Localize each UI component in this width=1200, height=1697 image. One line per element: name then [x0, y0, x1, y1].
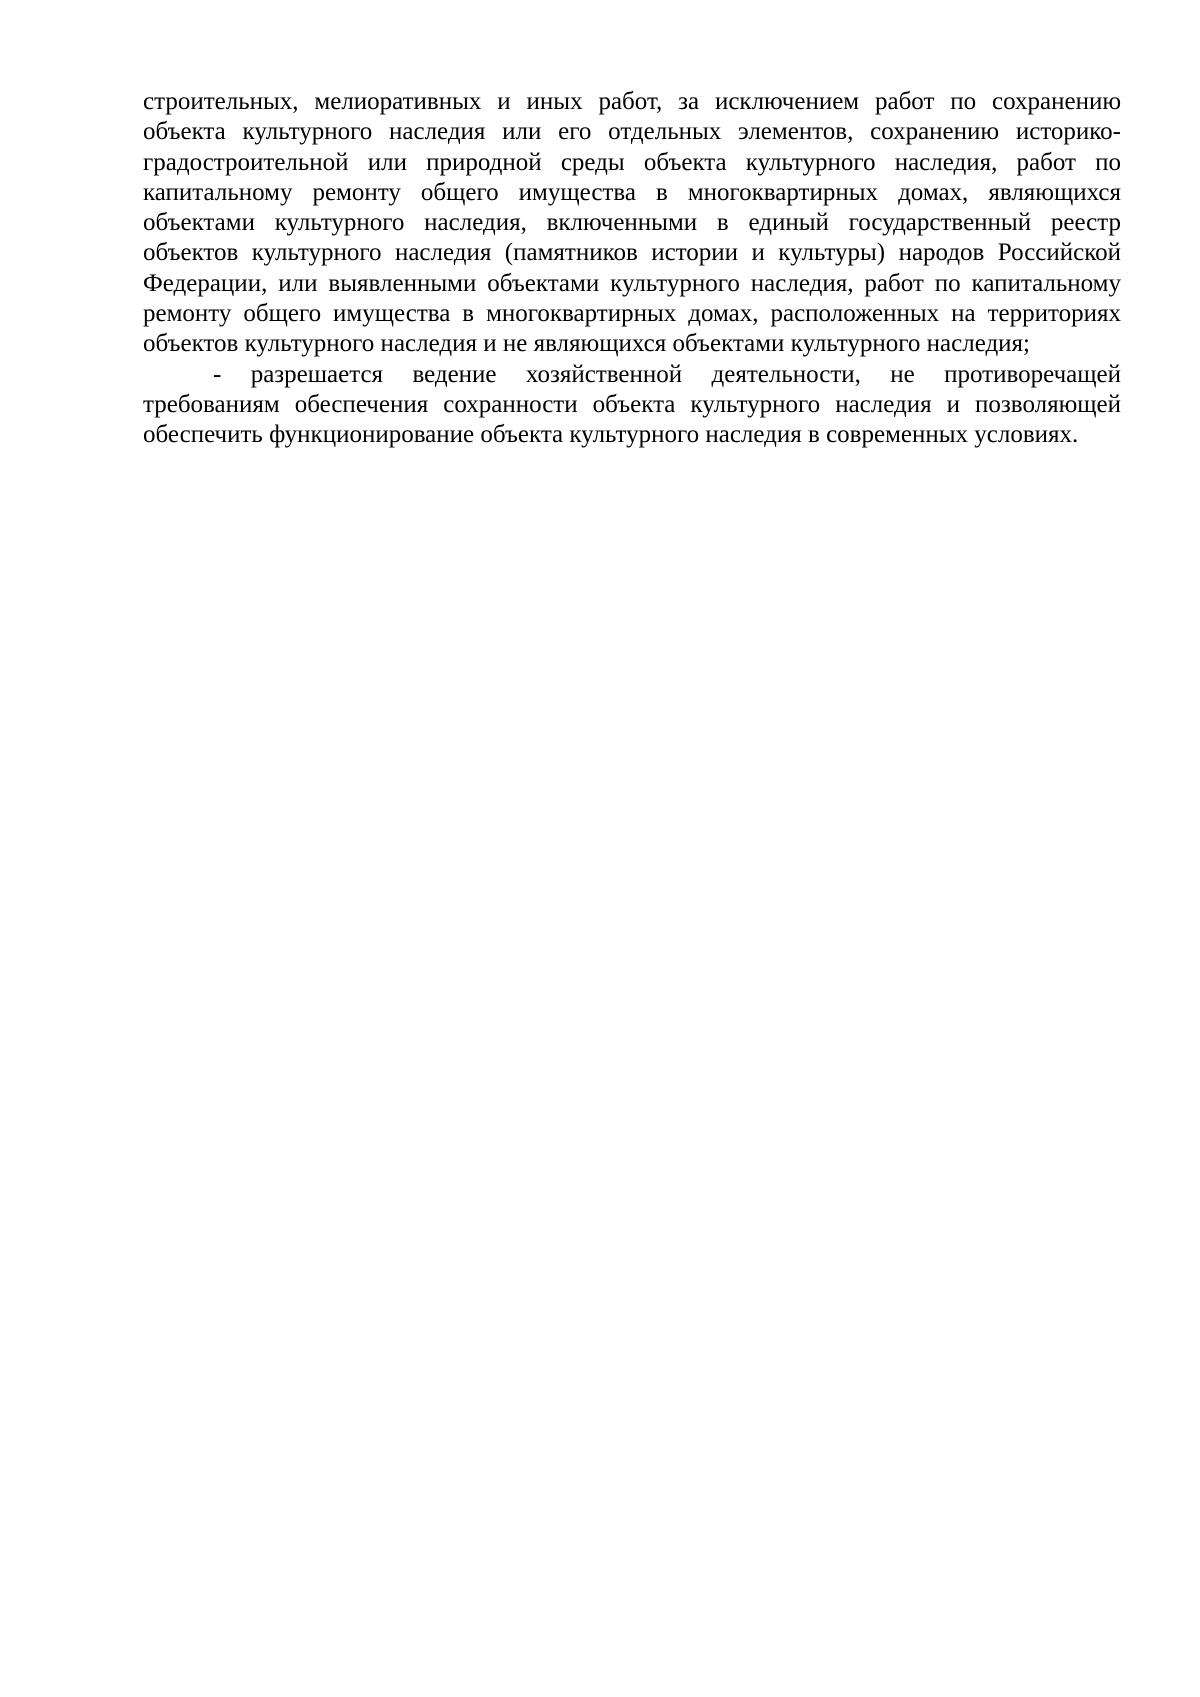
paragraph-continuation: строительных, мелиоративных и иных работ, за исключением работ по сохранению объекта культурного наследия или его отдельных элементов, сохранению историко-градостроительной или природной среды объекта культурного наследия, работ по капитальному ремонту общего имущества в многоквартирных домах, являющихся объектами культурного наследия, включенными в единый государственный реестр объектов культурного наследия (памятников истории и культуры) народов Российской Федерации, или выявленными объектами культурного наследия, работ по капитальному ремонту общего имущества в многоквартирных домах, расположенных на территориях объектов культурного наследия и не являющихся объектами культурного наследия; [143, 88, 1121, 358]
document-body [143, 87, 1121, 451]
paragraph-list-item: - разрешается ведение хозяйственной деятельности, не противоречащей требованиям обеспечения сохранности объекта культурного наследия и позволяющей обеспечить функционирование объекта культурного наследия в современных условиях. [143, 360, 1121, 449]
